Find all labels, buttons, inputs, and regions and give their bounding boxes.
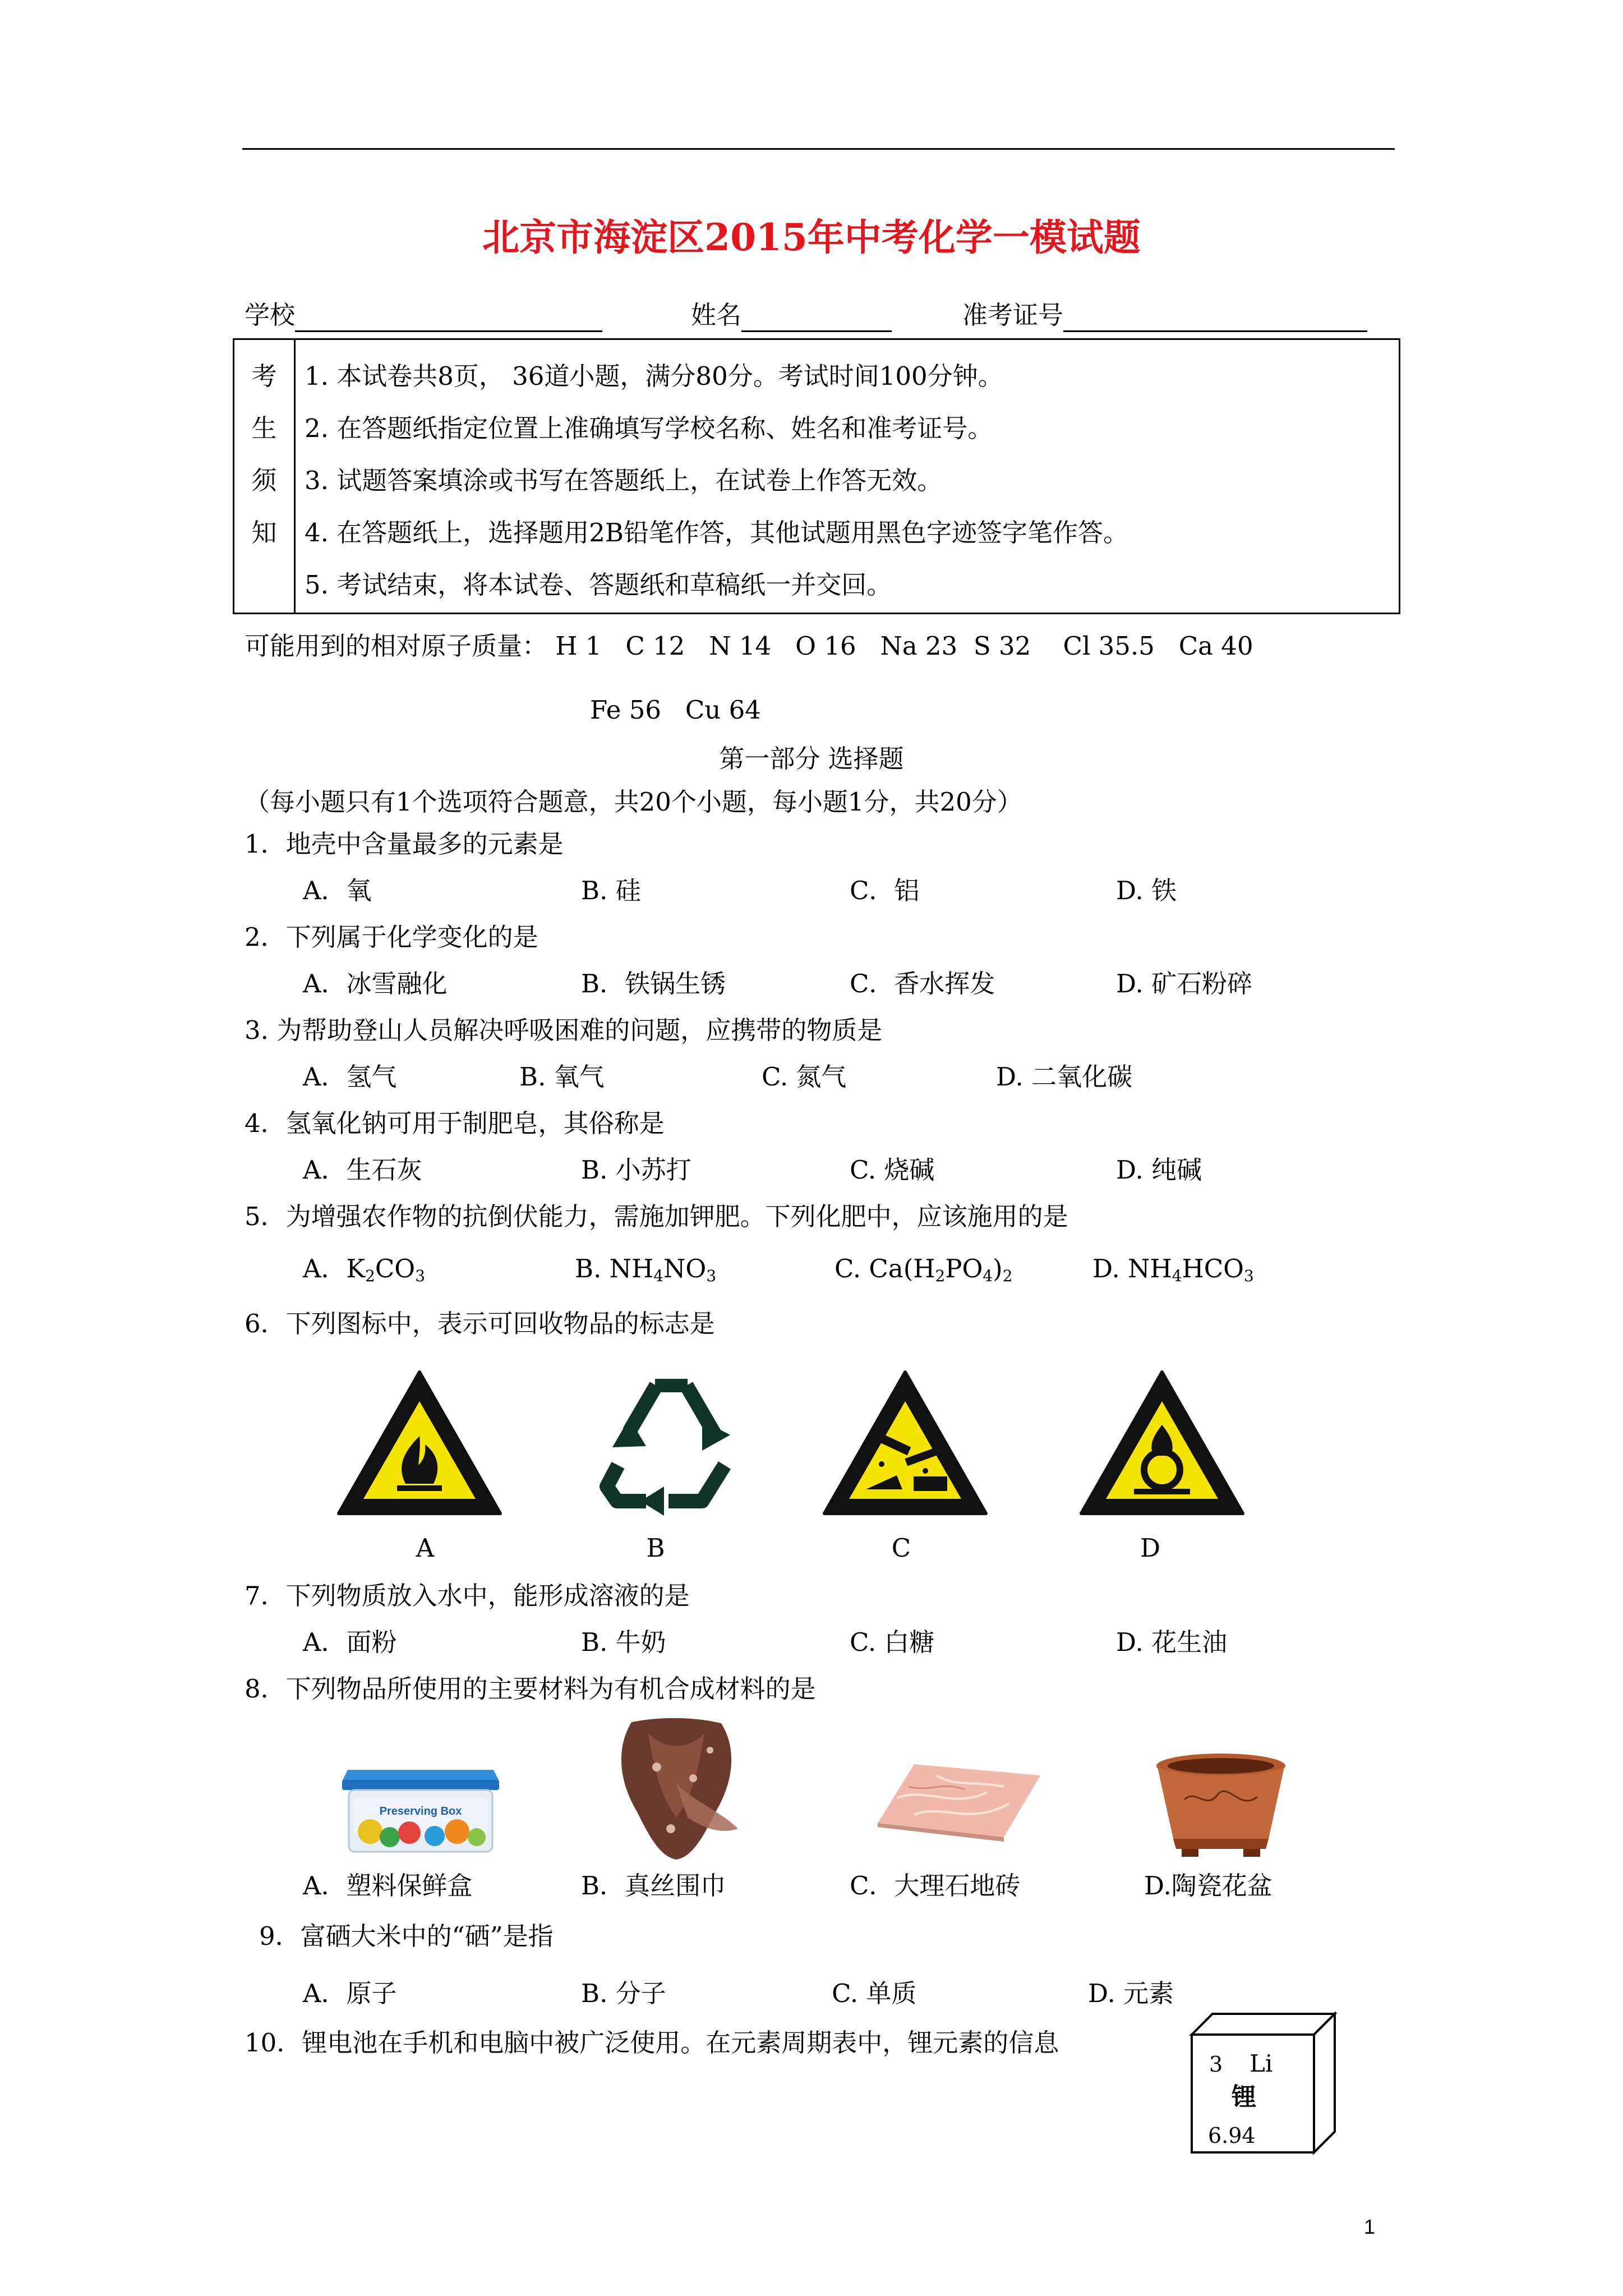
choice-d[interactable]: D. 矿石粉碎 bbox=[1116, 969, 1253, 999]
notice-item: 3. 试题答案填涂或书写在答题纸上，在试卷上作答无效。 bbox=[305, 466, 943, 495]
choice-d[interactable]: D. 元素 bbox=[1088, 1978, 1174, 2008]
notice-item: 4. 在答题纸上，选择题用2B铅笔作答，其他试题用黑色字迹签字笔作答。 bbox=[305, 518, 1128, 547]
choice-a[interactable]: A．$K_2CO_3$ bbox=[303, 1254, 425, 1285]
choice-d[interactable]: D. 二氧化碳 bbox=[996, 1062, 1133, 1092]
notice-side-char: 考 bbox=[251, 361, 277, 391]
atomic-mass-line1: 可能用到的相对原子质量： H 1 C 12 N 14 O 16 Na 23 S 32 Cl 35.5 Ca 40 bbox=[245, 631, 1253, 661]
notice-box bbox=[233, 338, 1400, 614]
choice-d[interactable]: D.陶瓷花盆 bbox=[1144, 1871, 1272, 1901]
name-field bbox=[691, 298, 892, 332]
choice-b[interactable]: B. 分子 bbox=[581, 1978, 666, 2008]
silk-scarf-image bbox=[609, 1717, 744, 1862]
choice-d[interactable]: D. 铁 bbox=[1116, 876, 1177, 905]
choice-b[interactable]: B. $NH_4NO_3$ bbox=[575, 1254, 717, 1285]
notice-side-char: 知 bbox=[251, 518, 277, 547]
choice-d[interactable]: D. $NH_4HCO_3$ bbox=[1092, 1254, 1254, 1285]
sign-label-d: D bbox=[1140, 1533, 1161, 1563]
choice-a[interactable]: A．塑料保鲜盒 bbox=[303, 1871, 473, 1901]
school-label: 学校 bbox=[245, 300, 296, 330]
ceramic-pot-image bbox=[1151, 1749, 1291, 1861]
question-stem: 4．氢氧化钠可用于制肥皂，其俗称是 bbox=[245, 1108, 665, 1138]
oxidizer-sign-icon[interactable] bbox=[1078, 1369, 1246, 1517]
choice-a[interactable]: A．生石灰 bbox=[303, 1155, 422, 1185]
question-stem: 10．锂电池在手机和电脑中被广泛使用。在元素周期表中，锂元素的信息 bbox=[245, 2028, 1059, 2058]
sign-label-b: B bbox=[646, 1533, 665, 1563]
name-label: 姓名 bbox=[691, 300, 742, 330]
element-mass: 6.94 bbox=[1208, 2123, 1256, 2148]
question-stem: 9．富硒大米中的“硒”是指 bbox=[259, 1921, 554, 1951]
question-stem: 6．下列图标中，表示可回收物品的标志是 bbox=[245, 1309, 715, 1338]
id-label: 准考证号 bbox=[962, 300, 1064, 330]
id-field bbox=[962, 298, 1367, 332]
element-number: 3 bbox=[1209, 2052, 1223, 2077]
top-rule bbox=[242, 148, 1395, 150]
choice-a[interactable]: A．氢气 bbox=[303, 1062, 397, 1092]
choice-c[interactable]: C．香水挥发 bbox=[850, 969, 995, 999]
element-card bbox=[1189, 2011, 1338, 2160]
flammable-sign-icon[interactable] bbox=[335, 1369, 504, 1517]
box-label: Preserving Box bbox=[379, 1805, 462, 1818]
notice-item: 2. 在答题纸指定位置上准确填写学校名称、姓名和准考证号。 bbox=[305, 413, 993, 443]
school-blank bbox=[295, 303, 602, 332]
question-stem: 1．地壳中含量最多的元素是 bbox=[245, 829, 564, 859]
choice-c[interactable]: C．大理石地砖 bbox=[850, 1871, 1021, 1901]
choice-c[interactable]: C．铝 bbox=[850, 876, 920, 905]
choice-c[interactable]: C. 白糖 bbox=[850, 1627, 935, 1657]
choice-a[interactable]: A．面粉 bbox=[303, 1627, 397, 1657]
choice-d[interactable]: D. 纯碱 bbox=[1116, 1155, 1202, 1185]
choice-b[interactable]: B. 硅 bbox=[581, 876, 641, 905]
marble-tile-image bbox=[875, 1759, 1043, 1843]
choice-a[interactable]: A．原子 bbox=[303, 1978, 397, 2008]
choice-b[interactable]: B. 小苏打 bbox=[581, 1155, 691, 1185]
question-stem: 8．下列物品所使用的主要材料为有机合成材料的是 bbox=[245, 1674, 816, 1704]
section-note: （每小题只有1个选项符合题意，共20个小题，每小题1分，共20分） bbox=[245, 787, 1022, 817]
plastic-box-image bbox=[336, 1747, 505, 1860]
choice-a[interactable]: A．氧 bbox=[303, 876, 372, 905]
id-blank bbox=[1063, 303, 1367, 332]
notice-item: 1. 本试卷共8页， 36道小题，满分80分。考试时间100分钟。 bbox=[305, 361, 1003, 391]
page-number: 1 bbox=[1364, 2215, 1376, 2238]
choice-c[interactable]: C. 单质 bbox=[832, 1978, 917, 2008]
notice-side-char: 生 bbox=[251, 413, 277, 443]
choice-b[interactable]: B．铁锅生锈 bbox=[581, 969, 726, 999]
question-stem: 3. 为帮助登山人员解决呼吸困难的问题，应携带的物质是 bbox=[245, 1015, 883, 1045]
school-field bbox=[245, 298, 602, 332]
choice-a[interactable]: A．冰雪融化 bbox=[303, 969, 448, 999]
page-title: 北京市海淀区2015年中考化学一模试题 bbox=[482, 215, 1141, 259]
choice-b[interactable]: B. 牛奶 bbox=[581, 1627, 666, 1657]
sign-label-a: A bbox=[416, 1533, 435, 1563]
choice-d[interactable]: D. 花生油 bbox=[1116, 1627, 1228, 1657]
recycle-sign-icon[interactable] bbox=[590, 1369, 753, 1517]
choice-c[interactable]: C. 氮气 bbox=[762, 1062, 847, 1092]
notice-side-column bbox=[234, 340, 296, 613]
notice-side-char: 须 bbox=[251, 466, 277, 495]
element-name: 锂 bbox=[1232, 2083, 1256, 2111]
atomic-mass-line2: Fe 56 Cu 64 bbox=[590, 695, 761, 725]
sign-label-c: C bbox=[891, 1533, 911, 1563]
name-blank bbox=[741, 303, 892, 332]
question-stem: 7．下列物质放入水中，能形成溶液的是 bbox=[245, 1581, 690, 1611]
question-stem: 2．下列属于化学变化的是 bbox=[245, 922, 538, 952]
choice-b[interactable]: B．真丝围巾 bbox=[581, 1871, 726, 1901]
choice-c[interactable]: C. $Ca(H_2PO_4)_2$ bbox=[834, 1254, 1013, 1285]
choice-c[interactable]: C. 烧碱 bbox=[850, 1155, 935, 1185]
question-stem: 5．为增强农作物的抗倒伏能力，需施加钾肥。下列化肥中，应该施用的是 bbox=[245, 1202, 1068, 1231]
notice-item: 5. 考试结束，将本试卷、答题纸和草稿纸一并交回。 bbox=[305, 570, 892, 600]
choice-b[interactable]: B. 氧气 bbox=[519, 1062, 605, 1092]
section-title: 第一部分 选择题 bbox=[719, 744, 904, 774]
corrosive-sign-icon[interactable] bbox=[821, 1369, 989, 1517]
element-symbol: Li bbox=[1249, 2050, 1273, 2077]
